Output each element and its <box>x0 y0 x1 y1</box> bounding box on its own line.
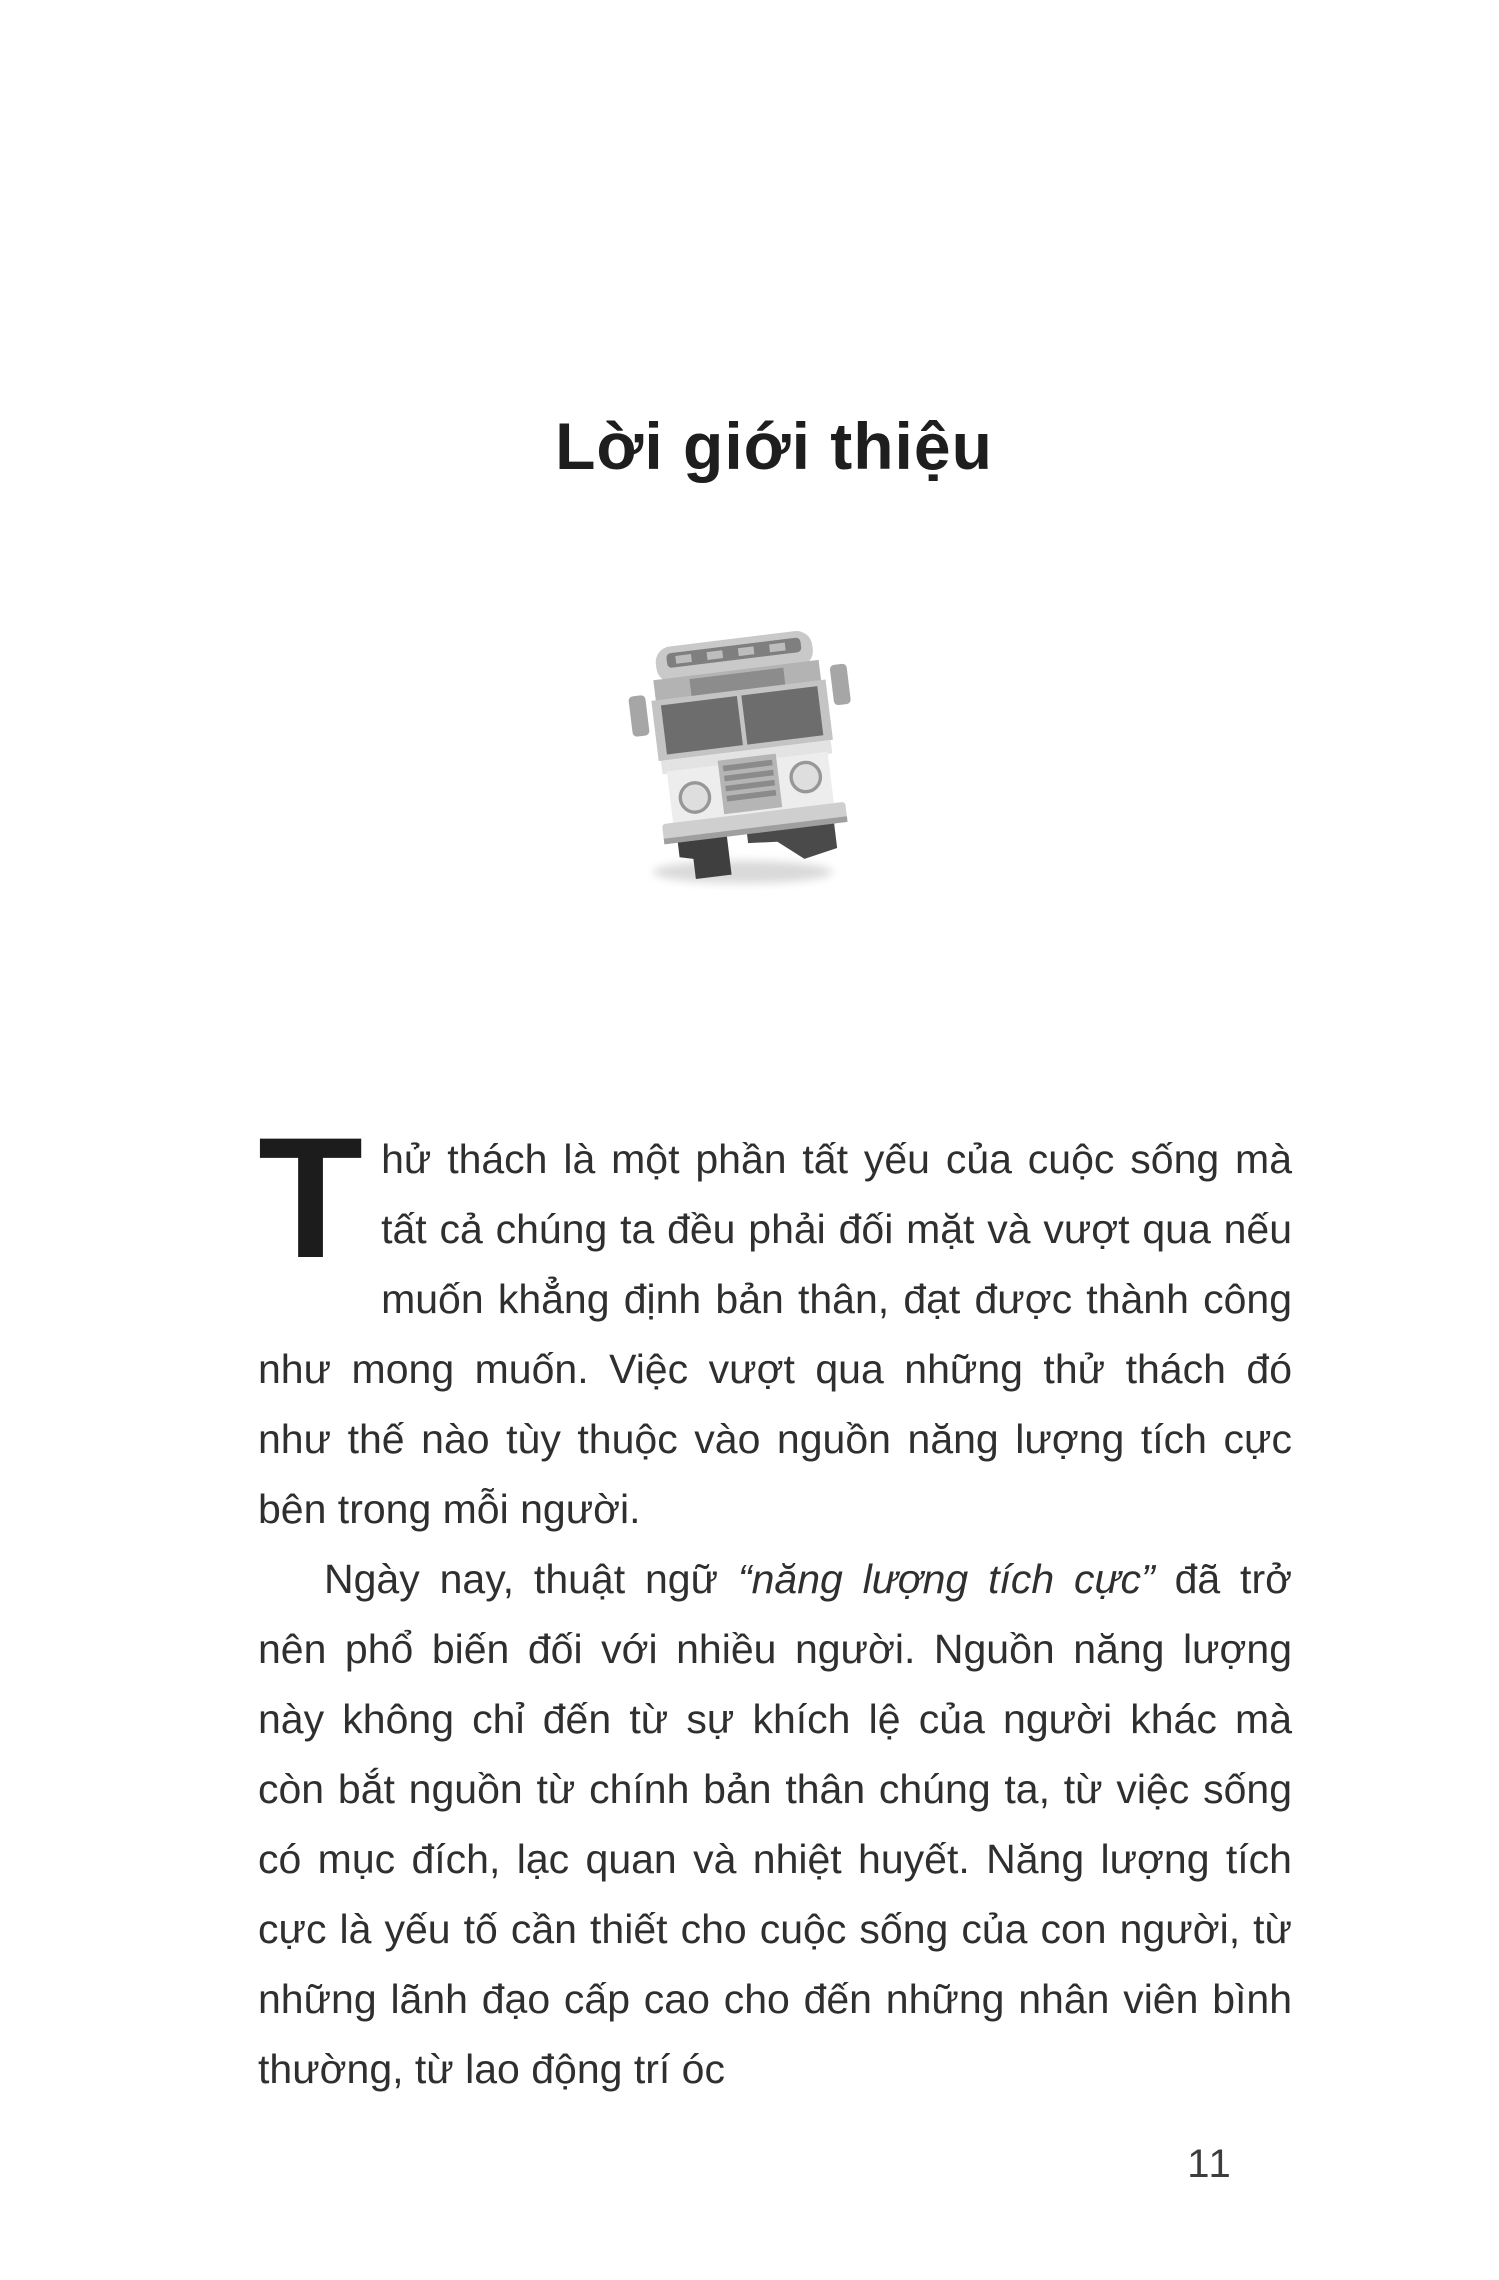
school-bus-illustration <box>620 620 870 890</box>
page-number: 11 <box>1187 2142 1233 2186</box>
school-bus-icon <box>620 620 870 890</box>
body-text <box>258 1102 1292 2104</box>
paragraph-2 <box>258 1544 1292 2104</box>
paragraph-1 <box>258 1102 1292 1544</box>
page-title: Lời giới thiệu <box>555 409 993 483</box>
paragraph-2-segment-1: Ngày nay, thuật ngữ <box>324 1556 738 1602</box>
paragraph-1-text: hử thách là một phần tất yếu của cuộc sống mà tất cả chúng ta đều phải đối mặt và vượt qua nếu muốn khẳng định bản thân, đạt được thành công như mong muốn. Việc vượt qua những thử thách đó như thế nào tùy thuộc vào nguồn năng lượng tích cực bên trong mỗi người. <box>258 1136 1292 1532</box>
paragraph-2-segment-3: đã trở nên phổ biến đối với nhiều người. Nguồn năng lượng này không chỉ đến từ sự khích lệ của người khác mà còn bắt nguồn từ chính bản thân chúng ta, từ việc sống có mục đích, lạc quan và nhiệt huyết. Năng lượng tích cực là yếu tố cần thiết cho cuộc sống của con người, từ những lãnh đạo cấp cao cho đến những nhân viên bình thường, từ lao động trí óc <box>258 1556 1292 2092</box>
paragraph-2-italic-term: “năng lượng tích cực” <box>737 1556 1155 1602</box>
drop-cap: T <box>258 1102 364 1294</box>
